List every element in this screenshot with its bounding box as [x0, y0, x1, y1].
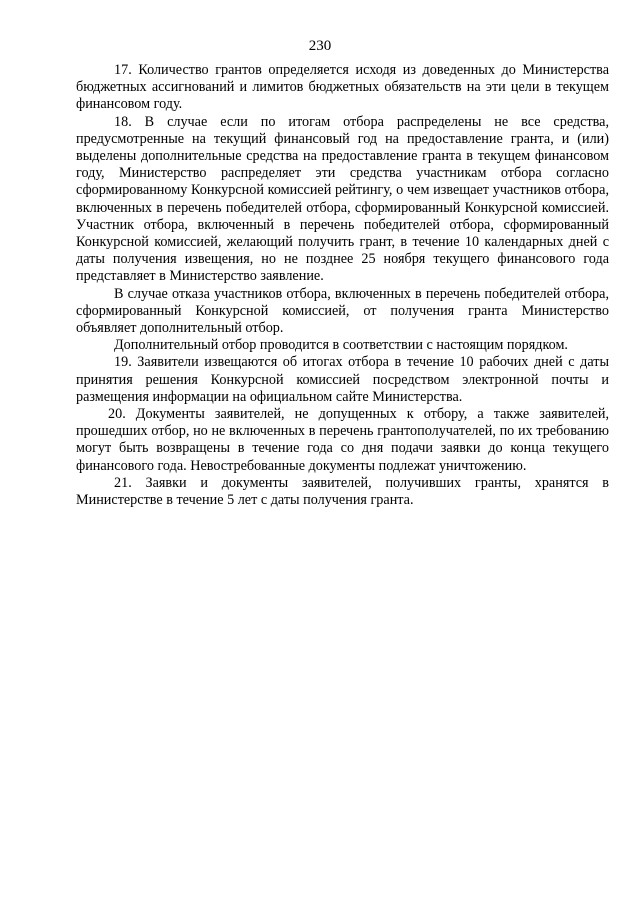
paragraph-18-additional-selection: Дополнительный отбор проводится в соответствии с настоящим порядком.	[114, 337, 568, 354]
page-number: 230	[308, 38, 332, 54]
paragraph-19: 19. Заявители извещаются об итогах отбора в течение 10 рабочих дней с даты принятия решения Конкурсной комиссией посредством электронной почты и размещения информации на официальном сайте Министерства.	[76, 354, 609, 405]
paragraph-20: 20. Документы заявителей, не допущенных к отбору, а также заявителей, прошедших отбор, но не включенных в перечень грантополучателей, по их требованию могут быть возвращены в течение года со дня подачи заявки до конца текущего финансового года. Невостребованные документы подлежат уничтожению.	[76, 406, 609, 474]
paragraph-21: 21. Заявки и документы заявителей, получивших гранты, хранятся в Министерстве в течение 5 лет с даты получения гранта.	[76, 474, 609, 509]
document-body	[76, 62, 609, 509]
paragraph-18: 18. В случае если по итогам отбора распределены не все средства, предусмотренные на текущий финансовый год на предоставление гранта, и (или) выделены дополнительные средства на предоставление гранта в текущем финансовом году, Министерство распределяет эти средства участникам отбора согласно сформированному Конкурсной комиссией рейтингу, о чем извещает участников отбора, включенных в перечень победителей отбора, сформированный Конкурсной комиссией. Участник отбора, включенный в перечень победителей отбора, сформированный Конкурсной комиссией, желающий получить грант, в течение 10 календарных дней с даты получения извещения, но не позднее 25 ноября текущего финансового года представляет в Министерство заявление.	[76, 113, 609, 285]
paragraph-18-refusal: В случае отказа участников отбора, включенных в перечень победителей отбора, сформированный Конкурсной комиссией, от получения гранта Министерство объявляет дополнительный отбор.	[76, 285, 609, 337]
paragraph-17: 17. Количество грантов определяется исходя из доведенных до Министерства бюджетных ассигнований и лимитов бюджетных обязательств на эти цели в текущем финансовом году.	[76, 62, 609, 113]
